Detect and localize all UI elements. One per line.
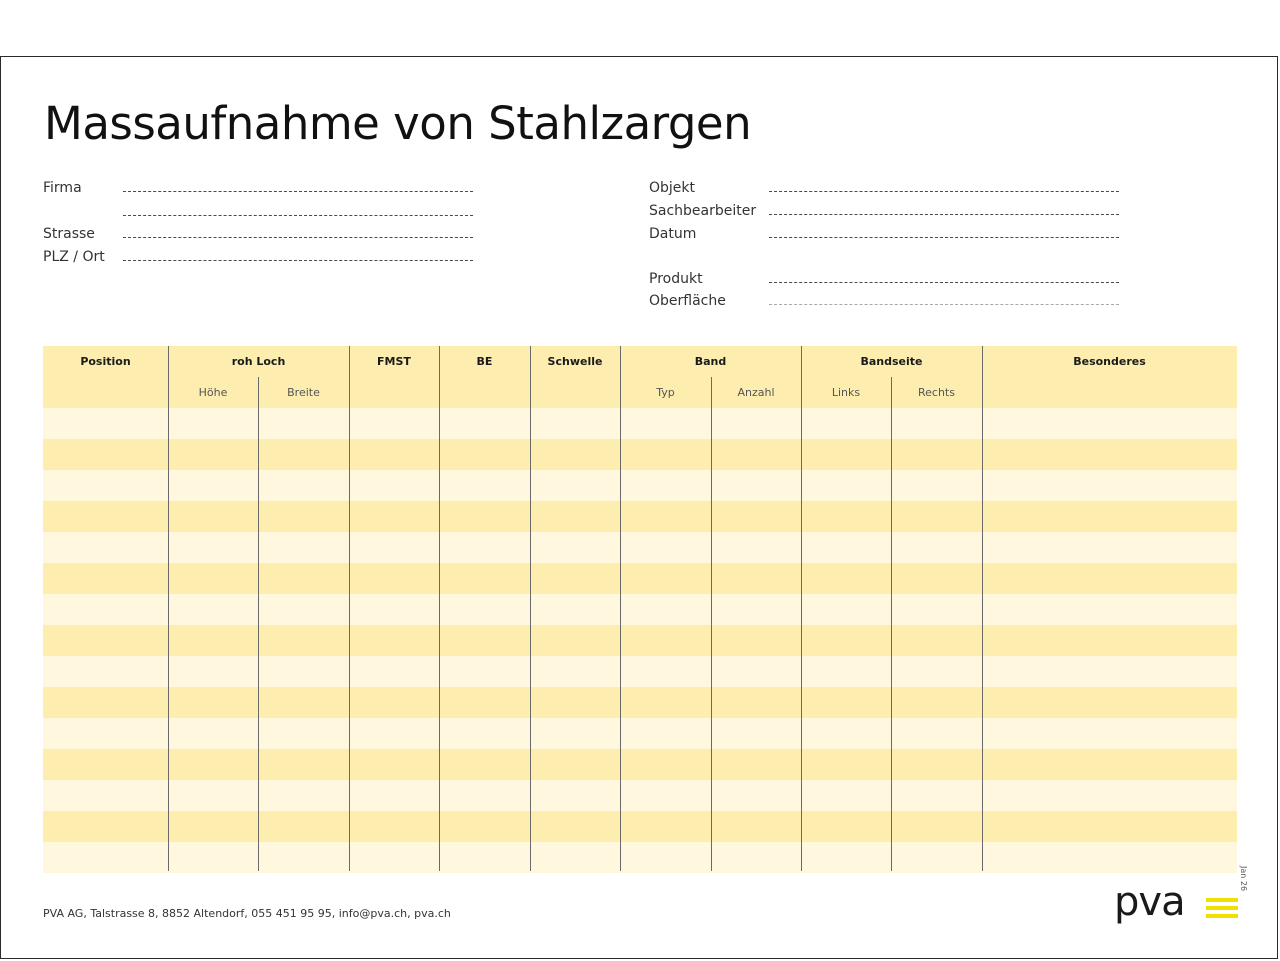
column-divider — [349, 346, 350, 871]
header-besonderes: Besonderes — [1073, 355, 1146, 368]
field-plz-ort[interactable] — [43, 249, 475, 269]
table-row[interactable] — [43, 811, 1237, 842]
subheader-typ: Typ — [656, 386, 675, 399]
field-firma[interactable] — [43, 180, 475, 200]
footer-address: PVA AG, Talstrasse 8, 8852 Altendorf, 055 451 95 95, info@pva.ch, pva.ch — [43, 907, 451, 920]
field-line-firma-2 — [123, 215, 473, 216]
table-row[interactable] — [43, 749, 1237, 780]
logo-bars-icon — [1206, 898, 1238, 919]
field-label-datum: Datum — [649, 226, 697, 242]
logo-text: pva — [1114, 879, 1185, 925]
table-row[interactable] — [43, 532, 1237, 563]
table-row[interactable] — [43, 780, 1237, 811]
field-line-datum — [769, 237, 1119, 238]
header-bandseite: Bandseite — [860, 355, 923, 368]
pva-logo — [1114, 879, 1240, 934]
field-line-sachbearbeiter — [769, 214, 1119, 215]
field-label-firma: Firma — [43, 180, 82, 196]
column-divider — [530, 346, 531, 871]
field-label-oberflaeche: Oberfläche — [649, 293, 726, 309]
table-row[interactable] — [43, 594, 1237, 625]
table-row[interactable] — [43, 501, 1237, 532]
field-line-strasse — [123, 237, 473, 238]
field-line-oberflaeche — [769, 304, 1119, 305]
table-row[interactable] — [43, 408, 1237, 439]
field-sachbearbeiter[interactable] — [649, 203, 1121, 223]
subheader-hoehe: Höhe — [198, 386, 228, 399]
field-line-objekt — [769, 191, 1119, 192]
table-row[interactable] — [43, 718, 1237, 749]
field-label-objekt: Objekt — [649, 180, 696, 196]
column-divider — [620, 346, 621, 871]
header-fmst: FMST — [377, 355, 411, 368]
column-divider — [258, 377, 259, 871]
table-row[interactable] — [43, 625, 1237, 656]
field-line-plz-ort — [123, 260, 473, 261]
field-label-strasse: Strasse — [43, 226, 95, 242]
field-line-produkt — [769, 282, 1119, 283]
field-label-sachbearbeiter: Sachbearbeiter — [649, 203, 757, 219]
table-row[interactable] — [43, 439, 1237, 470]
column-divider — [891, 377, 892, 871]
subheader-anzahl: Anzahl — [737, 386, 775, 399]
field-firma-2[interactable] — [43, 204, 475, 224]
measurement-table — [43, 346, 1237, 871]
field-label-produkt: Produkt — [649, 271, 703, 287]
table-row[interactable] — [43, 656, 1237, 687]
table-row[interactable] — [43, 687, 1237, 718]
header-position: Position — [80, 355, 131, 368]
column-divider — [168, 346, 169, 871]
subheader-links: Links — [831, 386, 861, 399]
field-line-firma — [123, 191, 473, 192]
column-divider — [439, 346, 440, 871]
column-divider — [982, 346, 983, 871]
subheader-rechts: Rechts — [918, 386, 955, 399]
header-schwelle: Schwelle — [547, 355, 603, 368]
field-produkt[interactable] — [649, 271, 1121, 291]
column-divider — [801, 346, 802, 871]
page-title: Massaufnahme von Stahlzargen — [44, 97, 752, 150]
table-row[interactable] — [43, 842, 1237, 873]
subheader-breite: Breite — [287, 386, 320, 399]
field-label-plz-ort: PLZ / Ort — [43, 249, 105, 265]
field-strasse[interactable] — [43, 226, 475, 246]
header-be: BE — [476, 355, 493, 368]
column-divider — [711, 377, 712, 871]
field-oberflaeche[interactable] — [649, 293, 1121, 313]
table-row[interactable] — [43, 470, 1237, 501]
field-datum[interactable] — [649, 226, 1121, 246]
version-label: Jan 26 — [1239, 866, 1248, 892]
field-objekt[interactable] — [649, 180, 1121, 200]
header-band: Band — [694, 355, 727, 368]
table-row[interactable] — [43, 563, 1237, 594]
header-roh-loch: roh Loch — [231, 355, 286, 368]
